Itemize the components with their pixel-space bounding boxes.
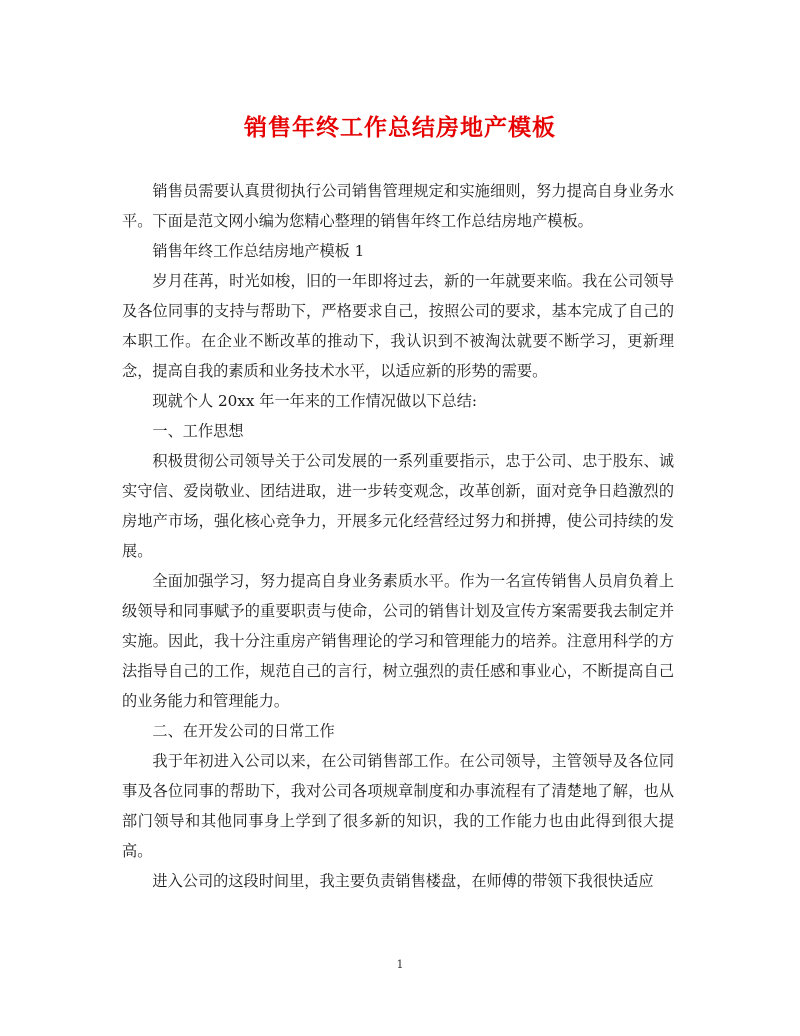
body-paragraph: 岁月荏苒，时光如梭，旧的一年即将过去，新的一年就要来临。我在公司领导及各位同事的支持与帮助下，严格要求自己，按照公司的要求，基本完成了自己的本职工作。在企业不断改革的推动下，我认识到不被淘汰就要不断学习，更新理念，提高自我的素质和业务技术水平，以适应新的形势的需要。 xyxy=(122,272,674,380)
document-body xyxy=(122,176,674,896)
template-heading: 销售年终工作总结房地产模板 1 xyxy=(152,242,365,260)
document-title: 销售年终工作总结房地产模板 xyxy=(244,115,556,141)
body-paragraph: 进入公司的这段时间里，我主要负责销售楼盘，在师傅的带领下我很快适应 xyxy=(152,872,654,890)
body-paragraph: 积极贯彻公司领导关于公司发展的一系列重要指示，忠于公司、忠于股东、诚实守信、爱岗敬业、团结进取，进一步转变观念，改革创新，面对竞争日趋激烈的房地产市场，强化核心竞争力，开展多元化经营经过努力和拼搏，使公司持续的发展。 xyxy=(122,452,674,560)
section-heading-work-thought: 一、工作思想 xyxy=(152,422,244,440)
section-heading-daily-work: 二、在开发公司的日常工作 xyxy=(152,722,335,740)
body-paragraph: 我于年初进入公司以来，在公司销售部工作。在公司领导，主管领导及各位同事及各位同事的帮助下，我对公司各项规章制度和办事流程有了清楚地了解，也从部门领导和其他同事身上学到了很多新的知识，我的工作能力也由此得到很大提高。 xyxy=(122,752,674,860)
intro-paragraph: 销售员需要认真贯彻执行公司销售管理规定和实施细则，努力提高自身业务水平。下面是范文网小编为您精心整理的销售年终工作总结房地产模板。 xyxy=(122,182,674,230)
summary-intro-line: 现就个人 20xx 年一年来的工作情况做以下总结: xyxy=(152,392,477,410)
body-paragraph: 全面加强学习，努力提高自身业务素质水平。作为一名宣传销售人员肩负着上级领导和同事赋予的重要职责与使命，公司的销售计划及宣传方案需要我去制定并实施。因此，我十分注重房产销售理论的学习和管理能力的培养。注意用科学的方法指导自己的工作，规范自己的言行，树立强烈的责任感和事业心，不断提高自己的业务能力和管理能力。 xyxy=(122,572,674,710)
page-number: 1 xyxy=(396,958,404,971)
